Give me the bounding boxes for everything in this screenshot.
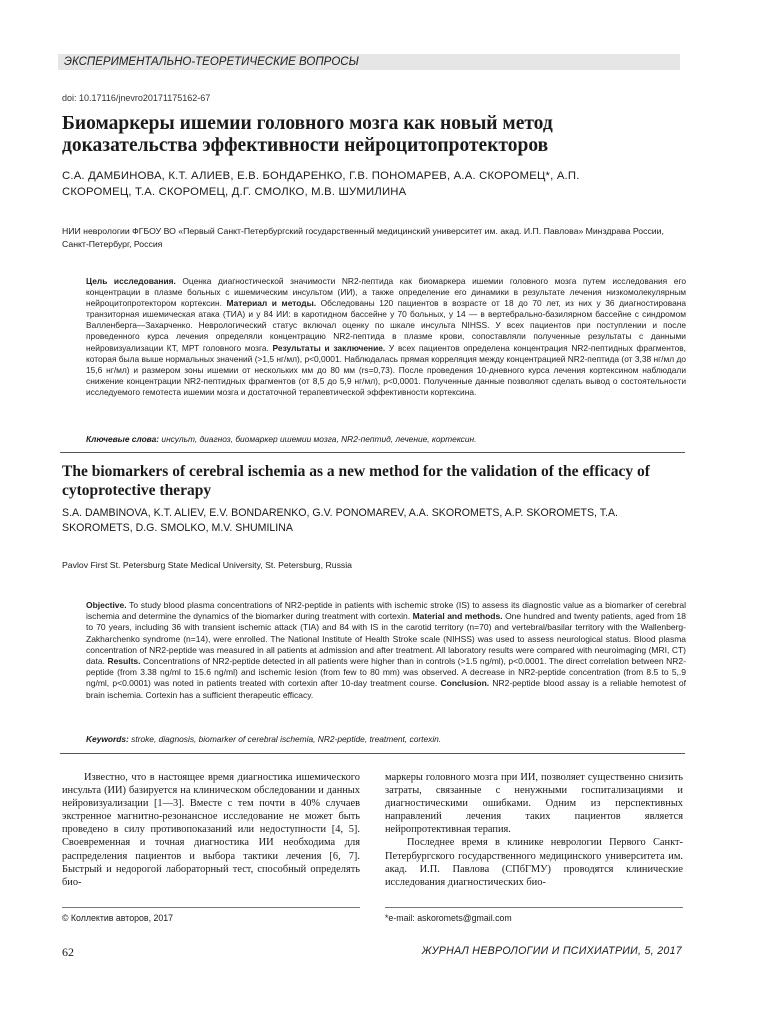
divider — [60, 753, 685, 754]
keywords-en-label: Keywords: — [86, 734, 129, 744]
abstract-en-methods: One hundred and twenty patients, aged from 18 to 70 years, including 36 with transient ischemic attack (TIA) and 84 with IS in the carotid territory (n=70) and vertebral/basilar territory with the Wallenberg-Zakharchenko syndrome (n=14), were enrolled. The National Institute of Health Stroke scale (NIHSS) was used to assess neurological status. Blood plasma concentration of NR2-peptide was measured in all patients at admission and after treatment. All laboratory results were compared with neuroimaging (MRI, CT) data. — [86, 611, 686, 667]
affiliation-ru: НИИ неврологии ФГБОУ ВО «Первый Санкт-Петербургский государственный медицинский университет им. акад. И.П. Павлова» Минздрава России, Санкт-Петербург, Россия — [62, 226, 664, 249]
body-paragraph: Известно, что в настоящее время диагностика ишемического инсульта (ИИ) базируется на клиническом обследовании и данных нейровизуализации [1—3]. Вместе с тем почти в 40% случаев экстренное магнитно-резонансное исследование не может быть проведено в силу противопоказаний или недоступности [4, 5]. Своевременная и точная диагностика ИИ необходима для распределения пациентов и выбора тактики лечения [6, 7]. Быстрый и недорогой лабораторный тест, способный определять био- — [62, 772, 360, 888]
keywords-ru-label: Ключевые слова: — [86, 434, 160, 444]
title-en: The biomarkers of cerebral ischemia as a new method for the validation of the efficacy of cytoprotective therapy — [62, 463, 650, 499]
keywords-ru-text: инсульт, диагноз, биомаркер ишемии мозга, NR2-пептид, лечение, кортексин. — [159, 434, 477, 444]
abstract-ru-methods-label: Материал и методы. — [226, 298, 317, 309]
abstract-ru-results: У всех пациентов определена концентрация NR2-пептидных фрагментов, которая была выше нормальных значений (>1,5 нг/мл), p<0,0001. Наблюдалась прямая корреляция между концентрацией NR2-пептида (от 3,38 нг/мл до 15,6 нг/мл) и размером зоны ишемии от нескольких мм до 80 мм (rs=0,73). После проведения 10-дневного курса лечения кортексином наблюдали снижение концентрации NR2-пептидных фрагментов (от 8,5 до 5,9 нг/мл), p<0,0001. Полученные данные позволяют сделать вывод о состоятельности исследуемого гемотеста ишемии мозга и достаточной терапевтической эффективности кортексина. — [86, 342, 687, 397]
abstract-ru — [86, 276, 686, 398]
keywords-en — [86, 734, 686, 745]
authors-en: S.A. DAMBINOVA, K.T. ALIEV, E.V. BONDARENKO, G.V. PONOMAREV, A.A. SKOROMETS, A.P. SKOROMETS, T.A. SKOROMETS, D.G. SMOLKO, M.V. SHUMILINA — [62, 507, 618, 534]
abstract-en-results-label: Results. — [107, 656, 141, 667]
section-header: ЭКСПЕРИМЕНТАЛЬНО-ТЕОРЕТИЧЕСКИЕ ВОПРОСЫ — [58, 54, 680, 70]
footnote-rule — [62, 907, 360, 908]
abstract-ru-results-label: Результаты и заключение. — [272, 342, 386, 353]
abstract-en-methods-label: Material and methods. — [412, 611, 503, 622]
body-column-left — [62, 771, 360, 889]
body-paragraph: маркеры головного мозга при ИИ, позволяет существенно снизить затраты, связанные с ненужными госпитализациями и диагностическими ошибками. Одним из перспективных направлений лечения таких пациентов является нейропротективная терапия. — [385, 772, 683, 836]
copyright: © Коллектив авторов, 2017 — [62, 913, 174, 923]
divider — [60, 452, 685, 453]
abstract-ru-methods: Обследованы 120 пациентов в возрасте от 18 до 70 лет, из них у 36 диагностирована транзиторная ишемическая атака (ТИА) и у 84 ИИ: в каротидном бассейне у 70 больных, у 14 — в вертебрально-базилярном бассейне с синдромом Валленберга—Захарченко. Неврологический статус включал оценку по шкале инсульта NIHSS. У всех пациентов при поступлении и после проведенного курса лечения определяли концентрацию NR2-пептида в плазме крови, сопоставляли полученные результаты с данными нейровизуализации КТ, МРТ головного мозга. — [86, 298, 687, 353]
authors-ru: С.А. ДАМБИНОВА, К.Т. АЛИЕВ, Е.В. БОНДАРЕНКО, Г.В. ПОНОМАРЕВ, А.А. СКОРОМЕЦ*, А.П. СКОРОМЕЦ, Т.А. СКОРОМЕЦ, Д.Г. СМОЛКО, М.В. ШУМИЛИНА — [62, 170, 580, 198]
abstract-ru-aim: Оценка диагностической значимости NR2-пептида как биомаркера ишемии головного мозга путем исследования его концентрации в плазме больных с ишемическим инсультом (ИИ), а также определение его динамики в результате лечения низкомолекулярным нейроцитопротектором кортексин. — [86, 276, 686, 309]
affiliation-en: Pavlov First St. Petersburg State Medical University, St. Petersburg, Russia — [62, 560, 353, 570]
keywords-en-text: stroke, diagnosis, biomarker of cerebral ischemia, NR2-peptide, treatment, cortexin. — [128, 734, 442, 744]
abstract-en-conclusion: NR2-peptide blood assay is a reliable hemotest of brain ischemia. Cortexin has a sufficient therapeutic efficacy. — [86, 678, 686, 700]
title-ru: Биомаркеры ишемии головного мозга как новый метод доказательства эффективности нейроцитопротекторов — [62, 113, 553, 156]
abstract-ru-aim-label: Цель исследования. — [86, 276, 176, 286]
body-paragraph: Последнее время в клинике неврологии Первого Санкт-Петербургского государственного медицинского университета им. акад. И.П. Павлова (СПбГМУ) проводятся клинические исследования диагностических био- — [385, 837, 683, 888]
keywords-ru — [86, 434, 686, 445]
doi: doi: 10.17116/jnevro20171175162-67 — [62, 93, 211, 103]
page-number: 62 — [62, 945, 74, 959]
abstract-en-objective: To study blood plasma concentrations of NR2-peptide in patients with ischemic stroke (IS) to assess its diagnostic value as a biomarker of cerebral ischemia and determine the dynamics of the biomarker during treatment with cortexin. — [86, 600, 686, 622]
journal-name: ЖУРНАЛ НЕВРОЛОГИИ И ПСИХИАТРИИ, 5, 2017 — [421, 945, 682, 957]
abstract-en-conclusion-label: Conclusion. — [440, 678, 490, 689]
body-column-right — [385, 771, 683, 889]
abstract-en-objective-label: Objective. — [86, 600, 127, 610]
email-footnote: *e-mail: askoromets@gmail.com — [385, 913, 512, 923]
abstract-en-results: Concentrations of NR2-peptide detected in all patients were higher than in controls (>1.5 ng/ml), p<0.0001. The direct correlation between NR2-peptide (from 3.38 ng/ml to 15.6 ng/ml) and ischemic lesion (from few to 80 mm) was observed. A decrease in NR2-peptide concentration (from 8.5 to 5,.9 ng/ml, p<0.0001) was noted in patients treated with cortexin after 10-day treatment course. — [86, 656, 686, 689]
abstract-en — [86, 600, 686, 701]
footnote-rule — [385, 907, 683, 908]
